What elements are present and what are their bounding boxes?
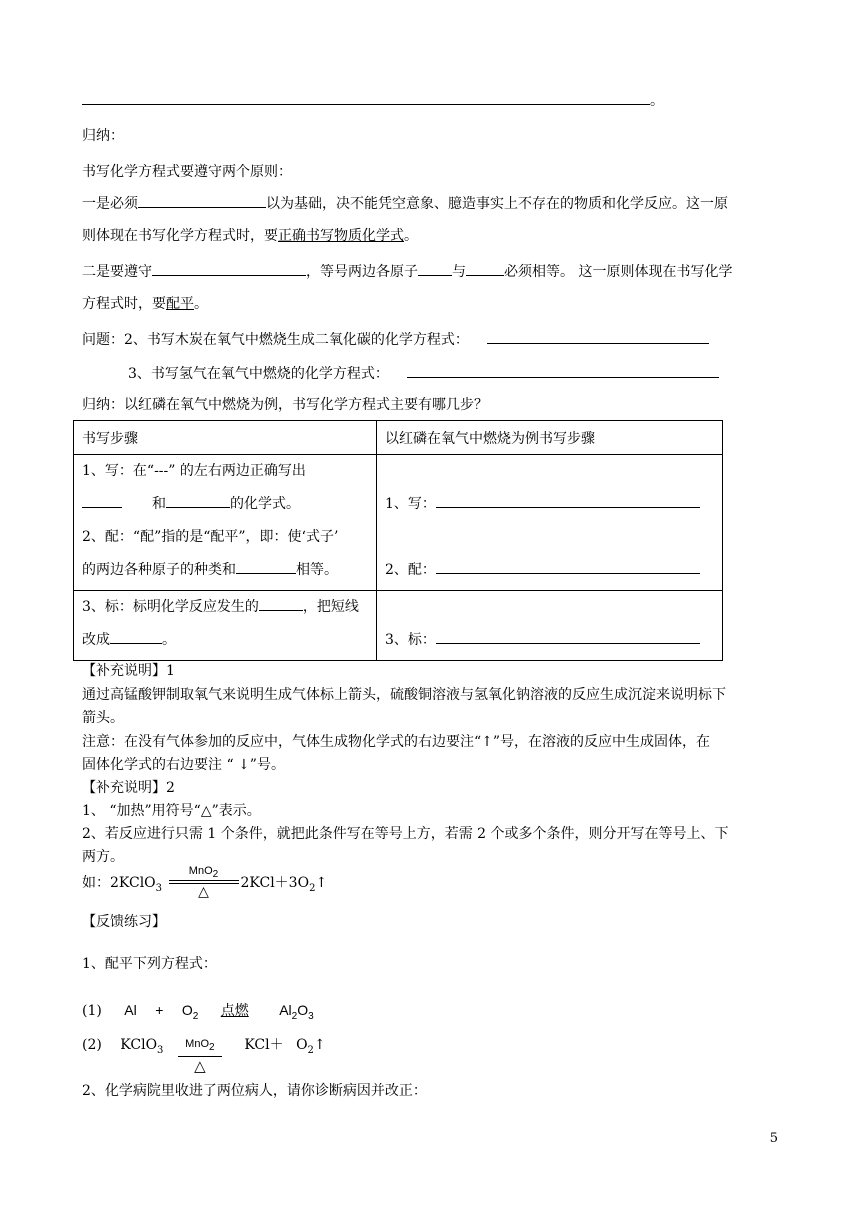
equation-2 [82, 1036, 326, 1076]
gas-arrow: ↑ [313, 1037, 326, 1053]
gas-arrow: ↑ [315, 875, 328, 892]
principle2-line1 [82, 261, 732, 281]
principle1-text2: 以为基础，决不能凭空意象、臆造事实上不存在的物质和化学反应。这一原 [266, 196, 728, 212]
step-text: 和 [152, 496, 166, 512]
principle2-text4: 必须相等。 这一原则体现在书写化学 [504, 264, 733, 280]
table-header-right [377, 421, 723, 455]
question3-answer[interactable] [407, 363, 719, 378]
step-text: 的化学式。 [230, 496, 300, 512]
question3 [128, 363, 719, 383]
subscript: 2 [291, 1010, 298, 1022]
step-text: 。 [162, 632, 176, 648]
step-text: 2、配：“配”指的是“配平”，即：使‘式子’ [82, 529, 339, 545]
exercise2: 2、化学病院里收进了两位病人，请你诊断病因并改正： [82, 1083, 427, 1099]
principle2-line2 [82, 295, 208, 313]
summary-heading: 归纳： [82, 128, 124, 144]
product-blank[interactable] [166, 493, 230, 508]
step-mark-line1 [82, 591, 368, 624]
principle2-blank1[interactable] [152, 261, 306, 276]
steps-table [73, 420, 723, 661]
step-text: ，把短线 [302, 599, 359, 615]
principle1-blank[interactable] [138, 193, 266, 208]
note1-title: 【补充说明】1 [82, 663, 175, 679]
principle1-text3: 则体现在书写化学方程式时，要 [82, 228, 278, 244]
principle1-line1 [82, 193, 728, 213]
note1-text-line2: 箭头。 [82, 710, 124, 726]
plus-sign: + [155, 1002, 164, 1018]
note2-title: 【补充说明】2 [82, 780, 175, 796]
principles-intro: 书写化学方程式要遵守两个原则： [82, 164, 292, 180]
header-text: 书写步骤 [82, 430, 138, 447]
subscript: 2 [209, 1042, 215, 1054]
principle2-emphasis: 配平 [166, 296, 194, 312]
subscript: 2 [309, 882, 316, 894]
heat-symbol: △ [194, 1057, 206, 1076]
note1-attention-line1: 注意：在没有气体参加的反应中，气体生成物化学式的右边要注“↑”号，在溶液的反应中生成固体，在 [82, 734, 711, 750]
product-formula: 2KCl＋3O [240, 875, 310, 892]
example-mark-cell [377, 591, 723, 661]
principle1-emphasis: 正确书写物质化学式 [278, 228, 404, 244]
step-label: 1、写： [385, 496, 436, 512]
product-o2: O [296, 1037, 308, 1053]
note2-item2-line2: 两方。 [82, 849, 124, 865]
product-kcl: KCl＋ [244, 1037, 284, 1053]
question2-text: 问题：2、书写木炭在氧气中燃烧生成二氧化碳的化学方程式： [82, 332, 469, 348]
question2 [82, 329, 709, 349]
answer-blank[interactable] [82, 90, 650, 105]
product-oxygen: O [297, 1002, 309, 1018]
balance-blank[interactable] [236, 559, 296, 574]
product-al2o3: Al [279, 1002, 292, 1018]
principle2-text5: 方程式时，要 [82, 296, 166, 312]
step-mark-line2 [82, 624, 368, 657]
step-mark-cell [74, 591, 377, 661]
write-answer[interactable] [436, 493, 700, 508]
top-answer-line [82, 90, 664, 110]
condition-blank[interactable] [259, 596, 303, 611]
period: 。 [404, 228, 418, 244]
note1-attention-line2: 固体化学式的右边要注 “ ↓”号。 [82, 757, 285, 773]
reaction-condition [169, 866, 239, 900]
header-text: 以红磷在氧气中燃烧为例书写步骤 [385, 430, 595, 447]
principle2-blank2[interactable] [418, 261, 452, 276]
step-write-line1 [82, 455, 368, 488]
step-write-line2 [82, 488, 368, 521]
example-write [385, 488, 714, 521]
page-number: 5 [769, 1131, 778, 1146]
example-equation [82, 866, 327, 900]
principle2-blank3[interactable] [466, 261, 504, 276]
note1-text-line1: 通过高锰酸钾制取氧气来说明生成气体标上箭头，硫酸铜溶液与氢氧化钠溶液的反应生成沉淀来说明标下 [82, 687, 726, 703]
reactant-o2: O [181, 1002, 193, 1018]
step-text: 3、标：标明化学反应发生的 [82, 599, 259, 615]
table-header-left [74, 421, 377, 455]
principle2-text3: 与 [452, 264, 466, 280]
step-text: 的两边各种原子的种类和 [82, 562, 236, 578]
note2-item1: 1、 “加热”用符号“△”表示。 [82, 803, 261, 819]
summary2: 归纳：以红磷在氧气中燃烧为例，书写化学方程式主要有哪几步？ [82, 397, 488, 413]
principle1-text: 一是必须 [82, 196, 138, 212]
step-label: 2、配： [385, 562, 436, 578]
subscript: 3 [155, 882, 163, 894]
step-balance-line2 [82, 554, 368, 587]
question3-text: 3、书写氢气在氧气中燃烧的化学方程式： [128, 366, 389, 382]
exercise1: 1、配平下列方程式： [82, 956, 217, 972]
equation-number: (2) [82, 1037, 102, 1053]
subscript: 2 [307, 1044, 314, 1056]
period: 。 [194, 296, 208, 312]
reactant-kclo3: KClO [120, 1037, 158, 1053]
question2-answer[interactable] [487, 329, 709, 344]
reaction-condition [178, 1036, 222, 1075]
step-text: 改成 [82, 632, 110, 648]
example-write-balance-cell [377, 455, 723, 591]
subscript: 3 [308, 1010, 314, 1022]
period: 。 [650, 93, 664, 109]
equation-number: (1) [82, 1003, 102, 1019]
catalyst-label [169, 866, 239, 880]
step-balance-line1 [82, 521, 368, 554]
ignition-condition: 点燃 [220, 1003, 249, 1019]
step-label: 3、标： [385, 632, 436, 648]
mark-answer[interactable] [436, 629, 700, 644]
subscript: 3 [157, 1044, 164, 1056]
equation-1 [82, 1001, 314, 1026]
example-mark [385, 624, 714, 657]
catalyst-text: MnO [185, 1038, 210, 1050]
equals-blank[interactable] [110, 629, 162, 644]
reactant-formula: 如：2KClO [82, 875, 156, 892]
balance-answer[interactable] [436, 559, 700, 574]
note2-item2-line1: 2、若反应进行只需 1 个条件，就把此条件写在等号上方，若需 2 个或多个条件，则分开写在等号上、下 [82, 826, 729, 842]
heat-symbol: △ [198, 884, 209, 901]
step-text: 相等。 [296, 562, 338, 578]
reactant-al: Al [124, 1002, 137, 1018]
principle2-text2: ，等号两边各原子 [306, 264, 418, 280]
principle1-line2 [82, 227, 418, 245]
subscript: 2 [192, 1010, 199, 1022]
reactant-blank[interactable] [82, 493, 122, 508]
principle2-text: 二是要遵守 [82, 264, 152, 280]
step-write-balance-cell [74, 455, 377, 591]
subscript: 2 [212, 869, 219, 881]
catalyst-text: MnO [188, 865, 213, 877]
example-balance [385, 554, 714, 587]
step-text: 1、写：在“---” 的左右两边正确写出 [82, 463, 306, 479]
feedback-title: 【反馈练习】 [82, 914, 166, 930]
catalyst-label [178, 1036, 222, 1057]
